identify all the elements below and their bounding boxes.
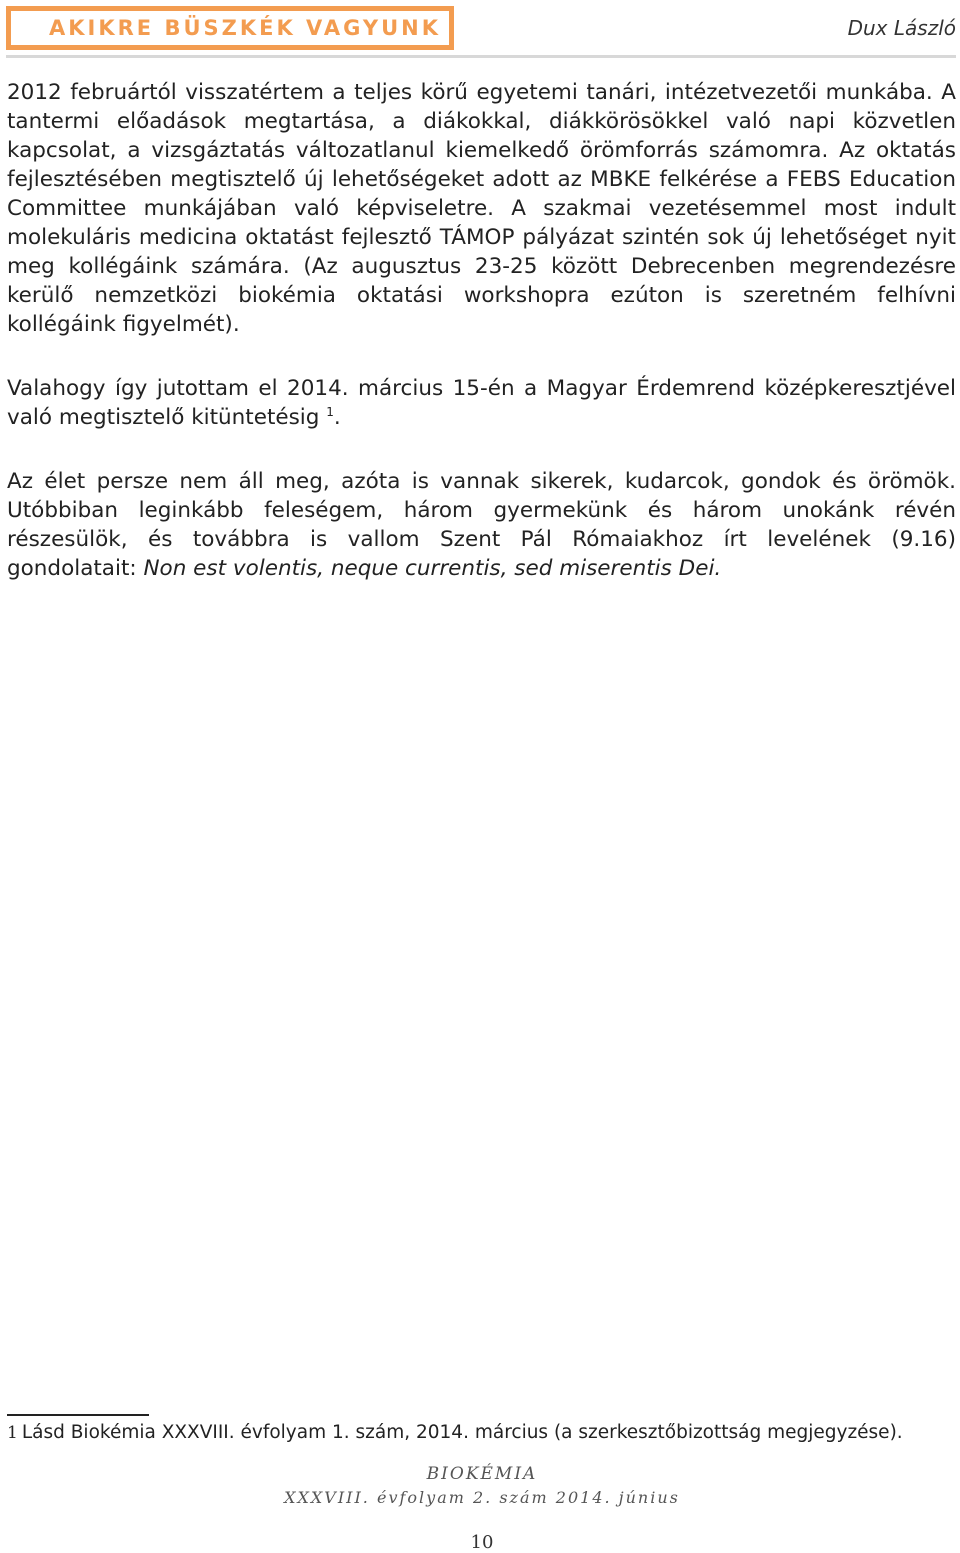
paragraph-trailing: .	[333, 405, 341, 430]
footnote	[7, 1421, 959, 1445]
article-body	[7, 78, 956, 618]
footnote-reference: 1	[326, 405, 334, 419]
footnote-divider	[7, 1414, 149, 1416]
section-banner	[6, 6, 454, 50]
paragraph	[7, 374, 956, 432]
paragraph	[7, 78, 956, 339]
section-title: AKIKRE BÜSZKÉK VAGYUNK	[49, 16, 442, 40]
page-header	[6, 6, 956, 54]
page-number: 10	[470, 1532, 494, 1553]
footnote-number: 1	[7, 1423, 18, 1443]
paragraph	[7, 467, 956, 583]
section-banner-inner	[11, 11, 449, 45]
paragraph-text: 2012 februártól visszatértem a teljes körű egyetemi tanári, intézetvezetői munkába. A tantermi előadások megtartása, a diákokkal, diákkörösökkel való napi közvetlen kapcsolat, a vizsgáztatás változatlanul kiemelkedő örömforrás számomra. Az oktatás fejlesztésében megtisztelő új lehetőségeket adott az MBKE felkérése a FEBS Education Committee munkájában való képviseletre. A szakmai vezetésemmel most indult molekuláris medicina oktatást fejlesztő TÁMOP pályázat szintén sok új lehetőséget nyit meg kollégáink számára. (Az augusztus 23-25 között Debrecenben megrendezésre kerülő nemzetközi biokémia oktatási workshopra ezúton is szeretném felhívni kollégáink figyelmét).	[7, 80, 956, 337]
paragraph-text: Az élet persze nem áll meg, azóta is vannak sikerek, kudarcok, gondok és örömök. Utóbbiban leginkább feleségem, három gyermekünk és három unokánk révén részesülök, és továbbra is vallom Szent Pál Rómaiakhoz írt levelének (9.16) gondolatait:	[7, 469, 956, 581]
journal-issue: XXXVIII. évfolyam 2. szám 2014. június	[284, 1488, 680, 1507]
header-divider	[6, 55, 956, 58]
latin-quote: Non est volentis, neque currentis, sed miserentis Dei.	[143, 556, 722, 581]
journal-footer	[0, 1462, 960, 1510]
author-name: Dux László	[847, 16, 956, 40]
paragraph-text: Valahogy így jutottam el 2014. március 15-én a Magyar Érdemrend középkeresztjével való megtisztelő kitüntetésig	[7, 376, 956, 430]
journal-name: BIOKÉMIA	[426, 1464, 538, 1484]
footnote-text: Lásd Biokémia XXXVIII. évfolyam 1. szám, 2014. március (a szerkesztőbizottság megjegyzése).	[21, 1422, 903, 1443]
